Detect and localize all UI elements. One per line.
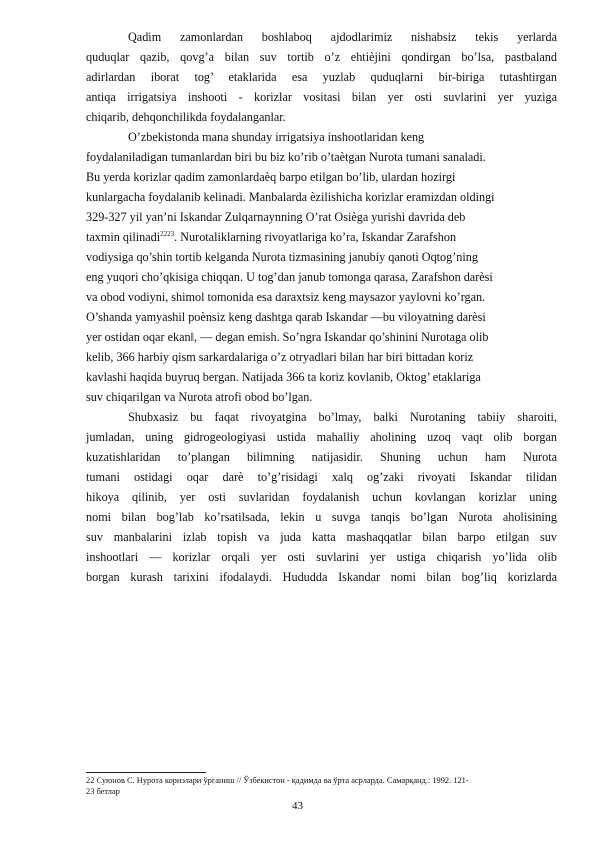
text-line: jumladan, uning gidrogeologiyasi ustida mahalliy aholining uzoq vaqt olib borgan [86, 430, 557, 444]
text-line: tumani ostidagi oqar darѐ to’g’risidagi xalq og’zaki rivoyati Iskandar tilidan [86, 470, 557, 484]
footnote-line: 22 Суюнов С. Нурота кориэлари ўрганиш // Ўзбекистон - қадимда ва ўрта асрларда. Самарқанд.: 1992. 121- [86, 776, 469, 785]
text-line: kuzatishlaridan to’plangan bilimning natijasidir. Shuning uchun ham Nurota [86, 450, 557, 464]
text-line: suv chiqarilgan va Nurota atrofi obod bo’lgan. [86, 390, 313, 404]
text-line: O’shanda yamyashil poѐnsiz keng dashtga qarab Iskandar ―bu viloyatning darѐsi [86, 310, 486, 324]
footnote-line: 23 бетлар [86, 787, 120, 796]
text-line: vodiysiga qo’shin tortib kelganda Nurota tizmasining janubiy qanoti Oqtog’ning [86, 250, 478, 264]
text-line: Shubxasiz bu faqat rivoyatgina bo’lmay, balki Nurotaning tabiiy sharoiti, [128, 410, 557, 424]
text-line: quduqlar qazib, qovg’a bilan suv tortib o’z ehtiѐjini qondirgan bo’lsa, pastbaland [86, 50, 557, 64]
text-line: kavlashi haqida buyruq bergan. Natijada 366 ta koriz kovlanib, Oktog’ etaklariga [86, 370, 481, 384]
footnote-divider [86, 772, 206, 773]
text-line: 329-327 yil yan’ni Iskandar Zulqarnaynning O’rat Osiѐga yurishi davrida deb [86, 210, 466, 224]
text-line: hikoya qilinib, yer osti suvlaridan foydalanish uchun kovlangan korizlar uning [86, 490, 557, 504]
text-line: suv manbalarini izlab topish va juda katta mashaqqatlar bilan barpo etilgan suv [86, 530, 557, 544]
text-line: borgan kurash tarixini ifodalaydi. Hududda Iskandar nomi bilan bog’liq korizlarda [86, 570, 557, 584]
text-line: adirlardan iborat tog’ etaklarida esa yuzlab quduqlarni bir-biriga tutashtirgan [86, 70, 557, 84]
text-line: foydalaniladigan tumanlardan biri bu biz ko’rib o’taѐtgan Nurota tumani sanaladi. [86, 150, 486, 164]
text-line: antiqa irrigatsiya inshooti - korizlar vositasi bilan yer osti suvlarini yer yuziga [86, 90, 557, 104]
text-line: yer ostidan oqar ekan‖, ― degan emish. So’ngra Iskandar qo’shinini Nurotaga olib [86, 330, 489, 344]
text-line: nomi bilan bog’lab ko’rsatilsada, lekin u suvga tanqis bo’lgan Nurota aholisining [86, 510, 557, 524]
page-number: 43 [292, 800, 303, 812]
text-line: inshootlari ― korizlar orqali yer osti suvlarini yer ustiga chiqarish yo’lida olib [86, 550, 557, 564]
text-line-with-footnote [86, 229, 456, 245]
text-line: Qadim zamonlardan boshlaboq ajdodlarimiz nishabsiz tekis yerlarda [128, 30, 557, 44]
text-line: kunlargacha foydalanib kelinadi. Manbalarda ѐzilishicha korizlar eramizdan oldingi [86, 190, 495, 204]
text-line: chiqarib, dehqonchilikda foydalanganlar. [86, 110, 286, 124]
text-line: va obod vodiyni, shimol tomonida esa daraxtsiz keng maysazor yaylovni ko’rgan. [86, 290, 486, 304]
text-line: kelib, 366 harbiy qism sarkardalariga o’z otryadlari bilan har biri bittadan koriz [86, 350, 474, 364]
text-segment: taxmin qilinadi [86, 230, 161, 244]
text-line: eng yuqori cho’qkisiga chiqqan. U tog’dan janub tomonga qarasa, Zarafshon darѐsi [86, 270, 493, 284]
text-segment: . Nurotaliklarning rivoyatlariga ko’ra, Iskandar Zarafshon [174, 230, 457, 244]
text-line: Bu yerda korizlar qadim zamonlardaѐq barpo etilgan bo’lib, ulardan hozirgi [86, 170, 456, 184]
footnote-reference[interactable]: 2223 [160, 229, 175, 238]
text-line: O’zbekistonda mana shunday irrigatsiya inshootlaridan keng [128, 130, 425, 144]
